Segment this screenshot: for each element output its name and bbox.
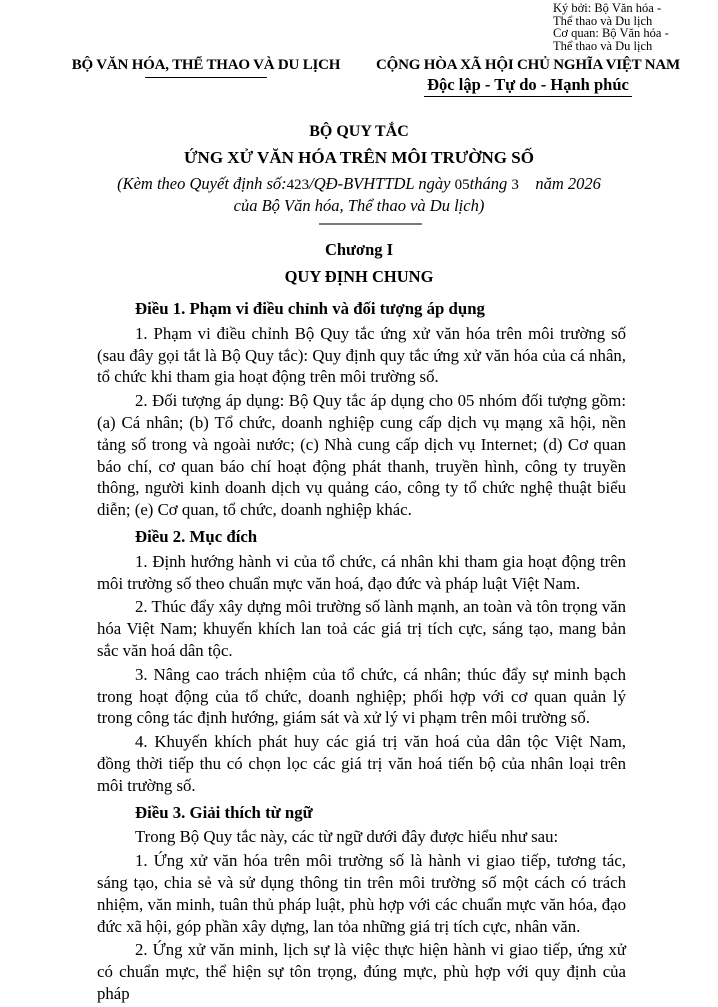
- national-motto: Độc lập - Tự do - Hạnh phúc: [424, 75, 632, 97]
- article-1-paragraph-1: 1. Phạm vi điều chỉnh Bộ Quy tắc ứng xử văn hóa trên môi trường số (sau đây gọi tắt là Bộ Quy tắc): Quy định quy tắc ứng xử văn hóa của cá nhân, tổ chức khi tham gia hoạt động trên môi trường số.: [97, 323, 626, 387]
- decree-mid2: tháng: [469, 174, 512, 193]
- signature-line-3: Cơ quan: Bộ Văn hóa -: [553, 26, 669, 41]
- article-3-paragraph-1: 1. Ứng xử văn hóa trên môi trường số là hành vi giao tiếp, tương tác, sáng tạo, chia sẻ và sử dụng thông tin trên môi trường số một cách có trách nhiệm, văn minh, tuân thủ pháp luật, phù hợp với các chuẩn mực văn hóa, đạo đức xã hội, góp phần xây dựng, lan tỏa những giá trị tích cực, nhân văn.: [97, 851, 626, 936]
- decree-month: 3: [511, 177, 519, 193]
- digital-signature-block: [553, 2, 669, 52]
- document-title-block: [0, 123, 718, 225]
- decree-number: 423: [286, 177, 310, 193]
- decree-reference-line2: của Bộ Văn hóa, Thể thao và Du lịch): [233, 196, 485, 215]
- chapter-number: Chương I: [324, 240, 394, 259]
- chapter-block: [0, 240, 718, 287]
- issuing-org-name: BỘ VĂN HÓA, THỂ THAO VÀ DU LỊCH: [71, 57, 341, 73]
- article-3-paragraph-2: 2. Ứng xử văn minh, lịch sự là việc thực hiện hành vi giao tiếp, ứng xử có chuẩn mực, thể hiện sự tôn trọng, đúng mực, phù hợp với quy định của pháp: [97, 940, 626, 1003]
- article-2-heading: Điều 2. Mục đích: [135, 526, 258, 546]
- decree-prefix: (Kèm theo Quyết định số:: [117, 174, 287, 193]
- article-2-paragraph-3: 3. Nâng cao trách nhiệm của tổ chức, cá nhân; thúc đẩy sự minh bạch trong hoạt động của tổ chức, doanh nghiệp; phối hợp với cơ quan quản lý trong công tác định hướng, giám sát và xử lý vi phạm trên môi trường số.: [97, 664, 626, 728]
- issuing-org-block: [40, 57, 372, 97]
- national-title: CỘNG HÒA XÃ HỘI CHỦ NGHĨA VIỆT NAM: [376, 57, 680, 73]
- signature-line-1: Ký bởi: Bộ Văn hóa -: [553, 1, 662, 15]
- article-2-paragraph-4: 4. Khuyến khích phát huy các giá trị văn hoá của dân tộc Việt Nam, đồng thời tiếp thu có chọn lọc các giá trị văn hoá tiến bộ của nhân loại trên môi trường số.: [97, 732, 626, 795]
- article-2-paragraph-2: 2. Thúc đẩy xây dựng môi trường số lành mạnh, an toàn và tôn trọng văn hóa Việt Nam; khuyến khích lan toả các giá trị tích cực, sáng tạo, mang bản sắc văn hoá dân tộc.: [97, 597, 626, 660]
- document-title-line2: ỨNG XỬ VĂN HÓA TRÊN MÔI TRƯỜNG SỐ: [184, 148, 534, 167]
- signature-line-4: Thể thao và Du lịch: [553, 38, 653, 53]
- article-3-heading: Điều 3. Giải thích từ ngữ: [135, 802, 313, 822]
- national-header-block: [372, 57, 684, 97]
- signature-line-2: Thể thao và Du lịch: [553, 13, 653, 28]
- decree-day: 05: [454, 177, 470, 193]
- article-3-intro: Trong Bộ Quy tắc này, các từ ngữ dưới đây được hiểu như sau:: [135, 827, 559, 847]
- decree-tail: năm 2026: [518, 174, 601, 193]
- document-title-line1: BỘ QUY TẮC: [309, 123, 409, 140]
- article-2-paragraph-1: 1. Định hướng hành vi của tổ chức, cá nhân khi tham gia hoạt động trên môi trường số theo chuẩn mực văn hoá, đạo đức và pháp luật Việt Nam.: [97, 551, 626, 593]
- title-divider: [319, 223, 422, 225]
- org-underline: [145, 77, 267, 78]
- decree-reference-line: [0, 174, 718, 194]
- decree-mid: /QĐ-BVHTTDL ngày: [309, 174, 455, 193]
- document-body: [0, 287, 718, 1005]
- chapter-title: QUY ĐỊNH CHUNG: [284, 267, 434, 286]
- article-1-heading: Điều 1. Phạm vi điều chỉnh và đối tượng áp dụng: [135, 299, 485, 318]
- article-1-paragraph-2: 2. Đối tượng áp dụng: Bộ Quy tắc áp dụng cho 05 nhóm đối tượng gồm: (a) Cá nhân; (b) Tổ chức, doanh nghiệp cung cấp dịch vụ mạng xã hội, nền tảng số trong và ngoài nước; (c) Nhà cung cấp dịch vụ Internet; (d) Cơ quan báo chí, cơ quan báo chí hoạt động phát thanh, truyền hình, công ty truyền thông, người kinh doanh dịch vụ quảng cáo, công ty tổ chức nghệ thuật biểu diễn; (e) Cơ quan, tổ chức, doanh nghiệp khác.: [97, 391, 626, 520]
